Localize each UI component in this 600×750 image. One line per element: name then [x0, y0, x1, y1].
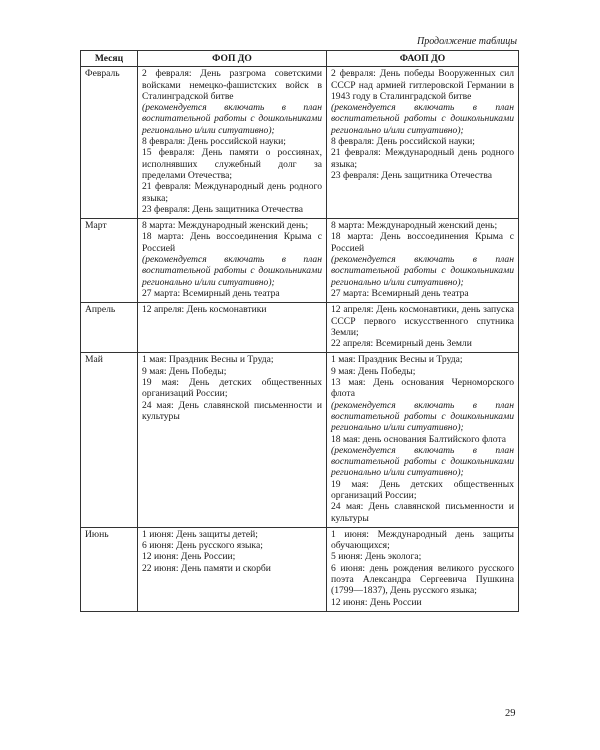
holiday-entry: 6 июня: День русского языка;: [142, 540, 263, 552]
month-cell: Февраль: [81, 67, 138, 219]
holiday-entry: 18 марта: День воссоединения Крыма с Россией: [331, 231, 514, 254]
holiday-entry: 2 февраля: День победы Вооруженных сил СССР над армией гитлеровской Германии в 1943 году в Сталинградской битве: [331, 68, 514, 102]
holiday-entry: 24 мая: День славянской письменности и культуры: [331, 501, 514, 524]
month-cell: Май: [81, 353, 138, 527]
faop-cell: [327, 303, 519, 353]
holiday-entry: 1 мая: Праздник Весны и Труда;: [331, 354, 463, 366]
table-header-row: [81, 51, 519, 67]
holiday-entry: 12 июня: День России: [331, 596, 422, 608]
recommendation-note: (рекомендуется включать в план воспитательной работы с дошкольниками регионально и/или ситуативно);: [142, 102, 322, 136]
holiday-entry: 23 февраля: День защитника Отечества: [331, 169, 493, 181]
holiday-entry: 9 мая: День Победы;: [142, 365, 227, 377]
recommendation-note: (рекомендуется включать в план воспитательной работы с дошкольниками регионально и/или ситуативно);: [331, 399, 514, 434]
holiday-entry: 15 февраля: День памяти о россиянах, исполнявших служебный долг за пределами Отечества;: [142, 147, 322, 181]
holiday-entry: 8 февраля: День российской науки;: [142, 136, 286, 148]
faop-cell: [327, 353, 519, 527]
fop-cell: [138, 353, 327, 527]
holiday-entry: 8 марта: Международный женский день;: [142, 220, 309, 232]
fop-cell: [138, 303, 327, 353]
holiday-entry: 22 июня: День памяти и скорби: [142, 562, 271, 574]
holiday-entry: 2 февраля: День разгрома советскими войсками немецко-фашистских войск в Сталинградской битве: [142, 68, 322, 102]
header-faop: ФАОП ДО: [327, 51, 519, 67]
table-row: [81, 303, 519, 353]
fop-cell: [138, 219, 327, 303]
recommendation-note: (рекомендуется включать в план воспитательной работы с дошкольниками регионально и/или ситуативно);: [142, 254, 322, 288]
holiday-entry: 8 февраля: День российской науки;: [331, 136, 475, 148]
table-row: [81, 67, 519, 219]
month-cell: Июнь: [81, 527, 138, 611]
holiday-entry: 27 марта: Всемирный день театра: [142, 287, 280, 299]
faop-cell: [327, 527, 519, 611]
holiday-entry: 6 июня: день рождения великого русского поэта Александра Сергеевича Пушкина (1799—1837), День русского языка;: [331, 562, 514, 597]
holiday-entry: 18 мая: день основания Балтийского флота: [331, 433, 506, 445]
holiday-entry: 9 мая: День Победы;: [331, 365, 416, 377]
holiday-entry: 19 мая: День детских общественных организаций России;: [142, 377, 322, 400]
holiday-entry: 8 марта: Международный женский день;: [331, 220, 498, 232]
fop-cell: [138, 67, 327, 219]
header-month: Месяц: [81, 51, 138, 67]
holiday-entry: 21 февраля: Международный день родного языка;: [331, 147, 514, 170]
fop-cell: [138, 527, 327, 611]
recommendation-note: (рекомендуется включать в план воспитательной работы с дошкольниками регионально и/или ситуативно);: [331, 102, 514, 136]
holiday-entry: 12 июня: День России;: [142, 551, 236, 563]
page-number: 29: [505, 708, 516, 719]
table-row: [81, 353, 519, 527]
table-row: [81, 527, 519, 611]
holiday-entry: 22 апреля: Всемирный день Земли: [331, 338, 472, 350]
header-fop: ФОП ДО: [138, 51, 327, 67]
holiday-entry: 1 мая: Праздник Весны и Труда;: [142, 354, 274, 366]
holiday-entry: 19 мая: День детских общественных организаций России;: [331, 478, 514, 501]
table-row: [81, 219, 519, 303]
faop-cell: [327, 219, 519, 303]
month-cell: Март: [81, 219, 138, 303]
holiday-entry: 23 февраля: День защитника Отечества: [142, 203, 304, 215]
holiday-entry: 5 июня: День эколога;: [331, 551, 422, 563]
holidays-table: [80, 50, 519, 612]
holiday-entry: 12 апреля: День космонавтики: [142, 304, 267, 316]
holiday-entry: 18 марта: День воссоединения Крыма с Россией: [142, 231, 322, 254]
recommendation-note: (рекомендуется включать в план воспитательной работы с дошкольниками регионально и/или ситуативно);: [331, 254, 514, 288]
month-cell: Апрель: [81, 303, 138, 353]
holiday-entry: 12 апреля: День космонавтики, день запуска СССР первого искусственного спутника Земли;: [331, 304, 514, 338]
holiday-entry: 1 июня: День защиты детей;: [142, 528, 258, 540]
continuation-label: Продолжение таблицы: [416, 36, 517, 47]
holiday-entry: 13 мая: День основания Черноморского флота: [331, 377, 514, 400]
holiday-entry: 27 марта: Всемирный день театра: [331, 287, 469, 299]
faop-cell: [327, 67, 519, 219]
table-body: [81, 67, 519, 612]
holiday-entry: 24 мая: День славянской письменности и культуры: [142, 399, 322, 422]
recommendation-note: (рекомендуется включать в план воспитательной работы с дошкольниками регионально и/или ситуативно);: [331, 444, 514, 479]
holiday-entry: 21 февраля: Международный день родного языка;: [142, 181, 322, 204]
holiday-entry: 1 июня: Международный день защиты обучающихся;: [331, 528, 514, 552]
